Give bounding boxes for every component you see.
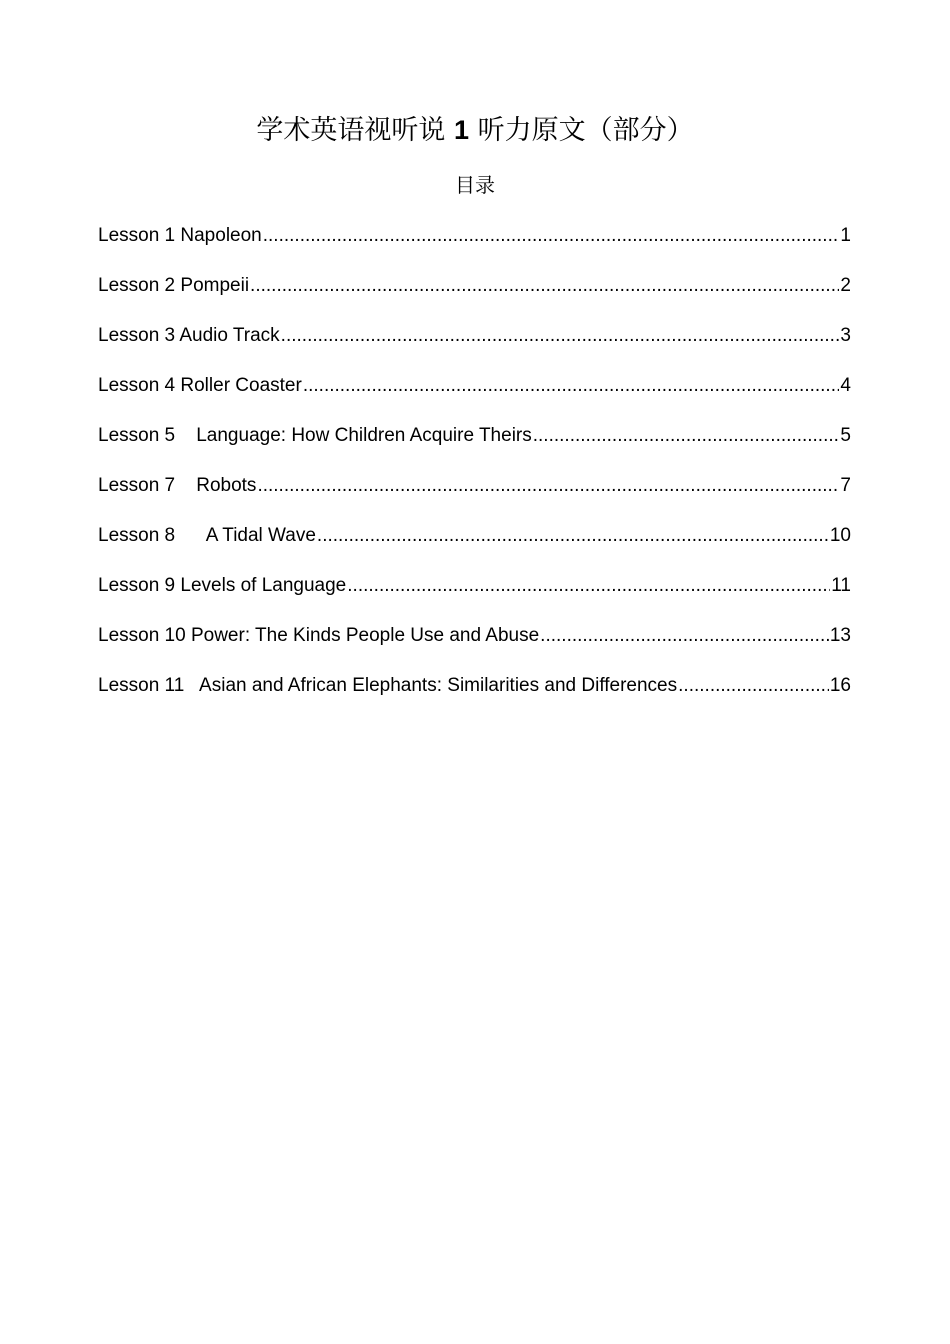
toc-dot-leader	[540, 622, 829, 650]
toc-entry-lesson-2[interactable]	[98, 272, 851, 322]
title-suffix: 听力原文（部分）	[477, 115, 694, 146]
toc-entry-label: Lesson 10 Power: The Kinds People Use and Abuse	[98, 625, 540, 646]
toc-entry-page: 11	[831, 575, 851, 596]
toc-entry-label: Lesson 7 Robots	[98, 475, 257, 496]
toc-dot-leader	[347, 572, 830, 600]
toc-dot-leader	[281, 322, 840, 350]
toc-dot-leader	[533, 422, 840, 450]
toc-entry-lesson-10[interactable]	[98, 622, 851, 672]
title-number: 1	[453, 115, 470, 145]
toc-entry-lesson-11[interactable]	[98, 672, 851, 722]
toc-entry-page: 10	[829, 525, 851, 546]
toc-heading: 目录	[455, 173, 495, 197]
toc-dot-leader	[257, 472, 839, 500]
toc-entry-lesson-4[interactable]	[98, 372, 851, 422]
toc-entry-lesson-9[interactable]	[98, 572, 851, 622]
toc-dot-leader	[303, 372, 840, 400]
toc-entry-label: Lesson 3 Audio Track	[98, 325, 280, 346]
toc-entry-page: 7	[840, 475, 851, 496]
toc-entry-lesson-8[interactable]	[98, 522, 851, 572]
toc-entry-page: 4	[840, 375, 851, 396]
toc-dot-leader	[678, 672, 829, 700]
toc-entry-page: 5	[840, 425, 851, 446]
toc-entry-label: Lesson 8 A Tidal Wave	[98, 525, 316, 546]
toc-entry-lesson-7[interactable]	[98, 472, 851, 522]
toc-entry-page: 2	[840, 275, 851, 296]
title-prefix: 学术英语视听说	[256, 115, 446, 146]
table-of-contents	[98, 222, 851, 722]
toc-entry-page: 16	[829, 675, 851, 696]
toc-entry-label: Lesson 5 Language: How Children Acquire Theirs	[98, 425, 532, 446]
toc-entry-label: Lesson 1 Napoleon	[98, 225, 262, 246]
toc-entry-page: 1	[840, 225, 851, 246]
toc-entry-label: Lesson 11 Asian and African Elephants: Similarities and Differences	[98, 675, 678, 696]
toc-entry-page: 3	[840, 325, 851, 346]
toc-entry-lesson-1[interactable]	[98, 222, 851, 272]
toc-entry-page: 13	[829, 625, 851, 646]
document-title	[0, 110, 950, 151]
toc-dot-leader	[250, 272, 839, 300]
toc-entry-lesson-3[interactable]	[98, 322, 851, 372]
toc-entry-lesson-5[interactable]	[98, 422, 851, 472]
toc-dot-leader	[317, 522, 829, 550]
toc-entry-label: Lesson 4 Roller Coaster	[98, 375, 302, 396]
toc-entry-label: Lesson 2 Pompeii	[98, 275, 250, 296]
toc-entry-label: Lesson 9 Levels of Language	[98, 575, 347, 596]
toc-dot-leader	[263, 222, 840, 250]
